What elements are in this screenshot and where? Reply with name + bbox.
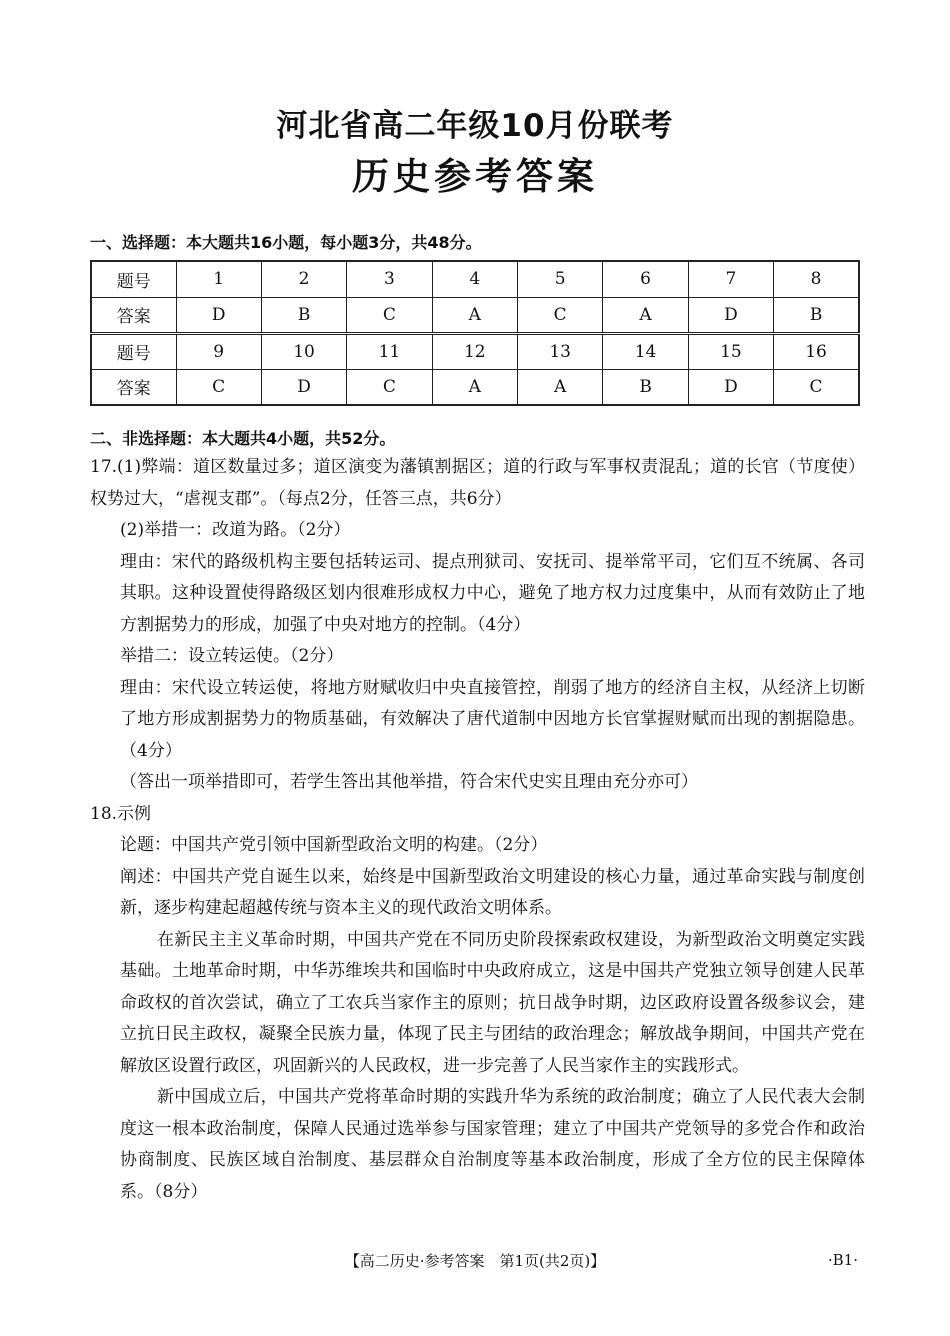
- answer-cell: A: [603, 297, 688, 333]
- answer-cell: A: [432, 297, 517, 333]
- q18-paragraph-new-china: 新中国成立后，中国共产党将革命时期的实践升华为系统的政治制度；确立了人民代表大会制度这一根本政治制度，保障人民通过选举参与国家管理；建立了中国共产党领导的多党合作和政治协商制度、民族区域自治制度、基层群众自治制度等基本政治制度，形成了全方位的民主保障体系。（8分）: [120, 1087, 865, 1202]
- row-label-answer: 答案: [91, 369, 176, 405]
- answer-cell: C: [176, 369, 261, 405]
- answer-cell: B: [261, 297, 346, 333]
- table-row-numbers-2: [91, 333, 859, 369]
- question-number-cell: 11: [347, 333, 432, 369]
- answer-cell: D: [688, 297, 773, 333]
- q17-measure2: 举措二：设立转运使。（2分）: [120, 646, 344, 666]
- answer-cell: C: [518, 297, 603, 333]
- q17-reason2: 理由：宋代设立转运使，将地方财赋收归中央直接管控，削弱了地方的经济自主权，从经济上切断了地方形成割据势力的物质基础，有效解决了唐代道制中因地方长官掌握财赋而出现的割据隐患。（4分）: [120, 677, 865, 761]
- question-number-cell: 15: [688, 333, 773, 369]
- q18-thesis: 论题：中国共产党引领中国新型政治文明的构建。（2分）: [120, 835, 548, 855]
- question-number-cell: 14: [603, 333, 688, 369]
- q18-paragraph-revolution: 在新民主主义革命时期，中国共产党在不同历史阶段探索政权建设，为新型政治文明奠定实践基础。土地革命时期，中华苏维埃共和国临时中央政府成立，这是中国共产党独立领导创建人民革命政权的首次尝试，确立了工农兵当家作主的原则；抗日战争时期，边区政府设置各级参议会，建立抗日民主政权，凝聚全民族力量，体现了民主与团结的政治理念；解放战争期间，中国共产党在解放区设置行政区，巩固新兴的人民政权，进一步完善了人民当家作主的实践形式。: [120, 929, 865, 1076]
- question-number-cell: 13: [518, 333, 603, 369]
- table-row-answers-1: [91, 297, 859, 333]
- question-number-cell: 6: [603, 261, 688, 297]
- answer-cell: B: [603, 369, 688, 405]
- answer-cell: C: [774, 369, 859, 405]
- q18-elaboration: 阐述：中国共产党自诞生以来，始终是中国新型政治文明建设的核心力量，通过革命实践与制度创新，逐步构建起超越传统与资本主义的现代政治文明体系。: [120, 866, 865, 918]
- q17-note: （答出一项举措即可，若学生答出其他举措，符合宋代史实且理由充分亦可）: [120, 772, 698, 792]
- question-number-cell: 16: [774, 333, 859, 369]
- row-label-number: 题号: [91, 261, 176, 297]
- question-number-cell: 3: [347, 261, 432, 297]
- question-number-cell: 12: [432, 333, 517, 369]
- question-number-cell: 4: [432, 261, 517, 297]
- answer-cell: D: [688, 369, 773, 405]
- row-label-answer: 答案: [91, 297, 176, 333]
- section2-heading: 二、非选择题：本大题共4小题，共52分。: [90, 429, 396, 448]
- answer-cell: D: [176, 297, 261, 333]
- page-footer: 【高二历史·参考答案 第1页(共2页)】: [344, 1252, 606, 1270]
- answer-table: [90, 260, 860, 406]
- row-label-number: 题号: [91, 333, 176, 369]
- q17-part2-measure1: (2)举措一：改道为路。（2分）: [120, 520, 351, 540]
- answer-body: [90, 452, 865, 1208]
- page-mark: ·B1·: [827, 1251, 858, 1269]
- question-number-cell: 10: [261, 333, 346, 369]
- question-number-cell: 7: [688, 261, 773, 297]
- answer-cell: C: [347, 369, 432, 405]
- table-row-answers-2: [91, 369, 859, 405]
- document-subtitle: 历史参考答案: [352, 155, 598, 198]
- section1-heading: 一、选择题：本大题共16小题，每小题3分，共48分。: [90, 233, 482, 252]
- answer-cell: A: [432, 369, 517, 405]
- question-number-cell: 2: [261, 261, 346, 297]
- question-number-cell: 8: [774, 261, 859, 297]
- table-row-numbers-1: [91, 261, 859, 297]
- exam-title: 河北省高二年级10月份联考: [276, 108, 674, 144]
- question-number-cell: 1: [176, 261, 261, 297]
- answer-cell: A: [518, 369, 603, 405]
- answer-cell: C: [347, 297, 432, 333]
- answer-cell: B: [774, 297, 859, 333]
- question-number-cell: 9: [176, 333, 261, 369]
- answer-cell: D: [261, 369, 346, 405]
- q17-reason1: 理由：宋代的路级机构主要包括转运司、提点刑狱司、安抚司、提举常平司，它们互不统属、各司其职。这种设置使得路级区划内很难形成权力中心，避免了地方权力过度集中，从而有效防止了地方割据势力的形成，加强了中央对地方的控制。（4分）: [120, 551, 865, 635]
- q18-heading: 18.示例: [90, 803, 152, 824]
- q17-part1: 17.(1)弊端：道区数量过多；道区演变为藩镇割据区；道的行政与军事权责混乱；道的长官（节度使）权势过大，“虐视支郡”。（每点2分，任答三点，共6分）: [90, 457, 865, 509]
- question-number-cell: 5: [518, 261, 603, 297]
